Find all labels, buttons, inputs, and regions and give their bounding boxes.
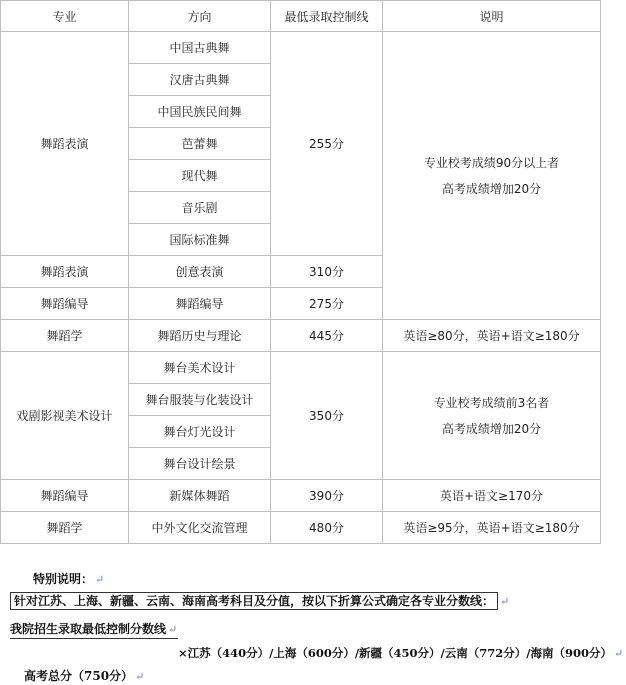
score-cell: 350分 [271, 352, 383, 480]
direction-cell: 舞台服装与化装设计 [129, 384, 271, 416]
direction-cell: 中国古典舞 [129, 32, 271, 64]
direction-cell: 舞台美术设计 [129, 352, 271, 384]
formula-numerator: 我院招生录取最低控制分数线 [10, 622, 167, 636]
table-header-row [1, 1, 601, 32]
major-cell: 舞蹈表演 [1, 32, 129, 256]
table-row [1, 512, 601, 544]
direction-cell: 舞台设计绘景 [129, 448, 271, 480]
note-line: 高考成绩增加20分 [441, 181, 542, 196]
direction-cell: 汉唐古典舞 [129, 64, 271, 96]
return-mark-icon: ↵ [95, 573, 105, 586]
note-cell [383, 32, 601, 320]
major-cell: 舞蹈学 [1, 320, 129, 352]
formula-intro: 针对江苏、上海、新疆、云南、海南高考科目及分值，按以下折算公式确定各专业分数线： [10, 592, 498, 610]
notes-heading: 特别说明： [33, 572, 94, 586]
direction-cell: 创意表演 [129, 256, 271, 288]
note-cell: 英语≥80分，英语+语文≥180分 [383, 320, 601, 352]
score-cell: 480分 [271, 512, 383, 544]
table-row [1, 32, 601, 64]
major-cell: 舞蹈表演 [1, 256, 129, 288]
direction-cell: 国际标准舞 [129, 224, 271, 256]
score-cell: 445分 [271, 320, 383, 352]
direction-cell: 新媒体舞蹈 [129, 480, 271, 512]
direction-cell: 舞台灯光设计 [129, 416, 271, 448]
score-cell: 255分 [271, 32, 383, 256]
major-cell: 戏剧影视美术设计 [1, 352, 129, 480]
score-cell: 310分 [271, 256, 383, 288]
return-mark-icon: ↵ [613, 647, 624, 660]
fraction-line [10, 638, 178, 639]
header-min-score: 最低录取控制线 [271, 1, 383, 32]
direction-cell: 中国民族民间舞 [129, 96, 271, 128]
formula-multiplier: ×江苏（440分）/上海（600分）/新疆（450分）/云南（772分）/海南（900分） [178, 646, 612, 660]
score-cell: 275分 [271, 288, 383, 320]
score-cell: 390分 [271, 480, 383, 512]
note-line: 高考成绩增加20分 [441, 421, 542, 436]
direction-cell: 舞蹈编导 [129, 288, 271, 320]
header-notes: 说明 [383, 1, 601, 32]
direction-cell: 中外文化交流管理 [129, 512, 271, 544]
note-cell [383, 352, 601, 480]
note-line: 专业校考成绩前3名者 [433, 395, 550, 410]
header-direction: 方向 [129, 1, 271, 32]
table-row [1, 320, 601, 352]
formula-denominator: 高考总分（750分） [24, 669, 134, 683]
note-cell: 英语+语文≥170分 [383, 480, 601, 512]
table-row [1, 352, 601, 384]
major-cell: 舞蹈编导 [1, 288, 129, 320]
major-cell: 舞蹈学 [1, 512, 129, 544]
direction-cell: 芭蕾舞 [129, 128, 271, 160]
major-cell: 舞蹈编导 [1, 480, 129, 512]
direction-cell: 现代舞 [129, 160, 271, 192]
return-mark-icon: ↵ [135, 670, 145, 683]
note-cell: 英语≥95分，英语+语文≥180分 [383, 512, 601, 544]
direction-cell: 音乐剧 [129, 192, 271, 224]
table-row [1, 480, 601, 512]
return-mark-icon: ↵ [168, 623, 178, 636]
header-major: 专业 [1, 1, 129, 32]
return-mark-icon: ↵ [500, 595, 510, 608]
note-line: 专业校考成绩90分以上者 [423, 155, 560, 170]
direction-cell: 舞蹈历史与理论 [129, 320, 271, 352]
